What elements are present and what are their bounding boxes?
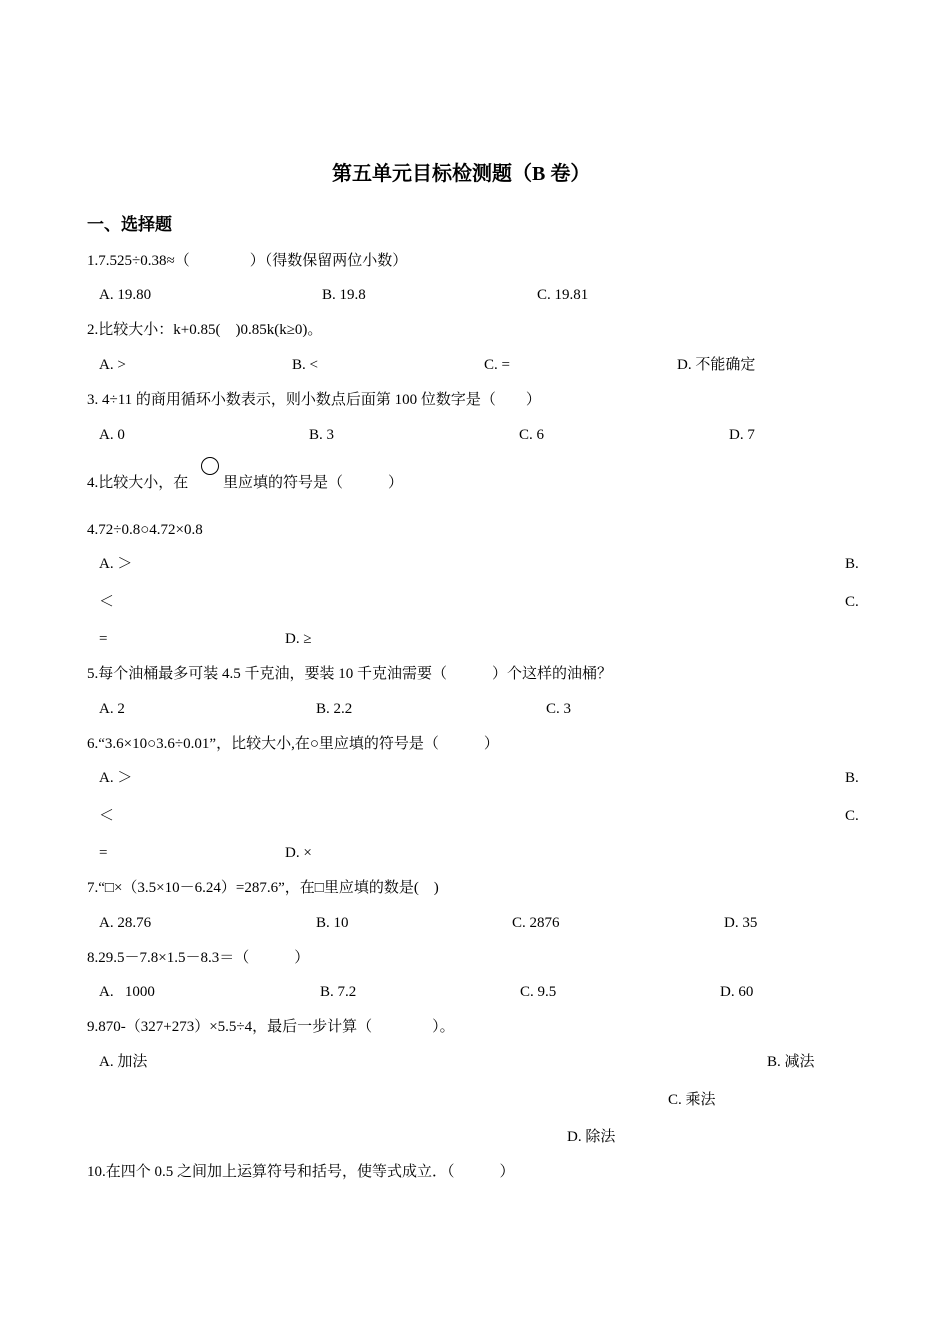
q2-option-d[interactable]: D. 不能确定 [677,357,756,373]
q6-option-a[interactable]: A. ＞ [99,770,133,786]
q4-option-d[interactable]: D. ≥ [285,631,312,647]
question-4-suffix: 里应填的符号是（ ） [223,475,404,491]
q9-option-c[interactable]: C. 乘法 [668,1092,716,1108]
page-title: 第五单元目标检测题（B 卷） [332,163,591,185]
q1-option-a[interactable]: A. 19.80 [99,287,152,303]
q9-option-b[interactable]: B. 减法 [767,1054,815,1070]
q4-expression: 4.72÷0.8○4.72×0.8 [87,522,203,538]
q8-option-c[interactable]: C. 9.5 [520,984,557,1000]
question-2: 2.比较大小：k+0.85( )0.85k(k≥0)。 [87,322,323,338]
question-4: 4.比较大小，在 [87,475,189,491]
q9-option-d[interactable]: D. 除法 [567,1129,616,1145]
section-heading: 一、选择题 [87,215,172,234]
q1-option-c[interactable]: C. 19.81 [537,287,589,303]
q7-option-b[interactable]: B. 10 [316,915,349,931]
q6-option-c-symbol: = [99,845,108,861]
question-6: 6.“3.6×10○3.6÷0.01”，比较大小,在○里应填的符号是（ ） [87,736,499,752]
q6-option-c[interactable]: C. [845,808,859,824]
q3-option-d[interactable]: D. 7 [729,427,755,443]
q4-option-b[interactable]: B. [845,556,859,572]
q6-option-d[interactable]: D. × [285,845,312,861]
q5-option-c[interactable]: C. 3 [546,701,572,717]
q8-option-a[interactable]: A. 1000 [99,984,155,1000]
question-3: 3. 4÷11 的商用循环小数表示，则小数点后面第 100 位数字是（ ） [87,392,541,408]
q2-option-b[interactable]: B. < [292,357,318,373]
q4-option-c-symbol: = [99,631,108,647]
q5-option-a[interactable]: A. 2 [99,701,125,717]
q6-option-b[interactable]: B. [845,770,859,786]
question-5: 5.每个油桶最多可装 4.5 千克油，要装 10 千克油需要（ ）个这样的油桶？ [87,666,613,682]
circle-icon [201,457,219,475]
q2-option-c[interactable]: C. = [484,357,510,373]
question-10: 10.在四个 0.5 之间加上运算符号和括号，使等式成立．（ ） [87,1164,515,1180]
question-8: 8.29.5－7.8×1.5－8.3＝（ ） [87,950,310,966]
q3-option-c[interactable]: C. 6 [519,427,545,443]
q8-option-d[interactable]: D. 60 [720,984,754,1000]
q1-option-b[interactable]: B. 19.8 [322,287,366,303]
q2-option-a[interactable]: A. > [99,357,126,373]
q7-option-c[interactable]: C. 2876 [512,915,560,931]
q7-option-a[interactable]: A. 28.76 [99,915,152,931]
question-7: 7.“□×（3.5×10－6.24）=287.6”，在□里应填的数是( ) [87,880,439,896]
question-1: 1.7.525÷0.38≈（ ）（得数保留两位小数） [87,253,408,269]
q8-option-b[interactable]: B. 7.2 [320,984,357,1000]
q4-option-b-symbol: ＜ [99,594,115,610]
q3-option-a[interactable]: A. 0 [99,427,125,443]
question-9: 9.870-（327+273）×5.5÷4，最后一步计算（ ）。 [87,1019,455,1035]
q9-option-a[interactable]: A. 加法 [99,1054,148,1070]
q4-option-a[interactable]: A. ＞ [99,556,133,572]
q4-option-c[interactable]: C. [845,594,859,610]
q5-option-b[interactable]: B. 2.2 [316,701,353,717]
q3-option-b[interactable]: B. 3 [309,427,335,443]
q7-option-d[interactable]: D. 35 [724,915,758,931]
q6-option-b-symbol: ＜ [99,808,115,824]
